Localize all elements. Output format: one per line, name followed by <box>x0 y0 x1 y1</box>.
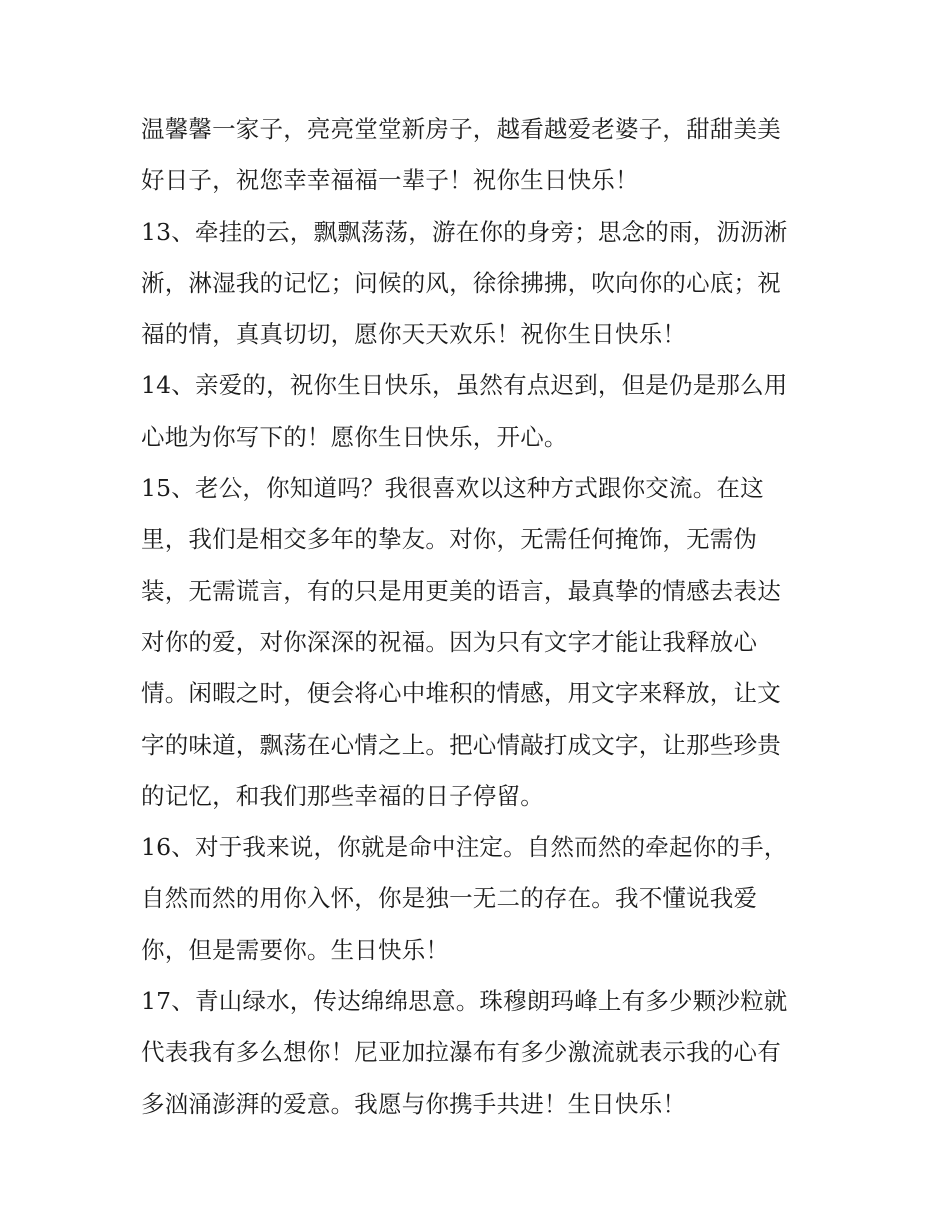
text-line: 你，但是需要你。生日快乐！ <box>141 935 450 964</box>
text-line: 14、亲爱的，祝你生日快乐，虽然有点迟到，但是仍是那么用 <box>141 371 788 400</box>
text-line: 心地为你写下的！愿你生日快乐，开心。 <box>141 422 568 451</box>
text-line: 情。闲暇之时，便会将心中堆积的情感，用文字来释放，让文 <box>141 679 781 708</box>
text-line: 15、老公，你知道吗？我很喜欢以这种方式跟你交流。在这 <box>141 474 764 503</box>
text-line: 字的味道，飘荡在心情之上。把心情敲打成文字，让那些珍贵 <box>141 730 781 759</box>
text-line: 淅，淋湿我的记忆；问候的风，徐徐拂拂，吹向你的心底；祝 <box>141 268 781 297</box>
text-line: 多汹涌澎湃的爱意。我愿与你携手共进！生日快乐！ <box>141 1089 687 1118</box>
text-line: 16、对于我来说，你就是命中注定。自然而然的牵起你的手， <box>141 833 788 862</box>
document-body <box>141 104 821 1130</box>
text-line: 代表我有多么想你！尼亚加拉瀑布有多少激流就表示我的心有 <box>141 1038 781 1067</box>
text-line: 福的情，真真切切，愿你天天欢乐！祝你生日快乐！ <box>141 320 687 349</box>
text-line: 里，我们是相交多年的挚友。对你，无需任何掩饰，无需伪 <box>141 525 758 554</box>
text-line: 13、牵挂的云，飘飘荡荡，游在你的身旁；思念的雨，沥沥淅 <box>141 217 788 246</box>
text-line: 自然而然的用你入怀，你是独一无二的存在。我不懂说我爱 <box>141 884 758 913</box>
text-line: 的记忆，和我们那些幸福的日子停留。 <box>141 781 544 810</box>
text-line: 17、青山绿水，传达绵绵思意。珠穆朗玛峰上有多少颗沙粒就 <box>141 987 788 1016</box>
text-line: 装，无需谎言，有的只是用更美的语言，最真挚的情感去表达 <box>141 576 781 605</box>
text-line: 对你的爱，对你深深的祝福。因为只有文字才能让我释放心 <box>141 627 758 656</box>
text-line: 温馨馨一家子，亮亮堂堂新房子，越看越爱老婆子，甜甜美美 <box>141 115 781 143</box>
text-line: 好日子，祝您幸幸福福一辈子！祝你生日快乐！ <box>141 166 639 195</box>
